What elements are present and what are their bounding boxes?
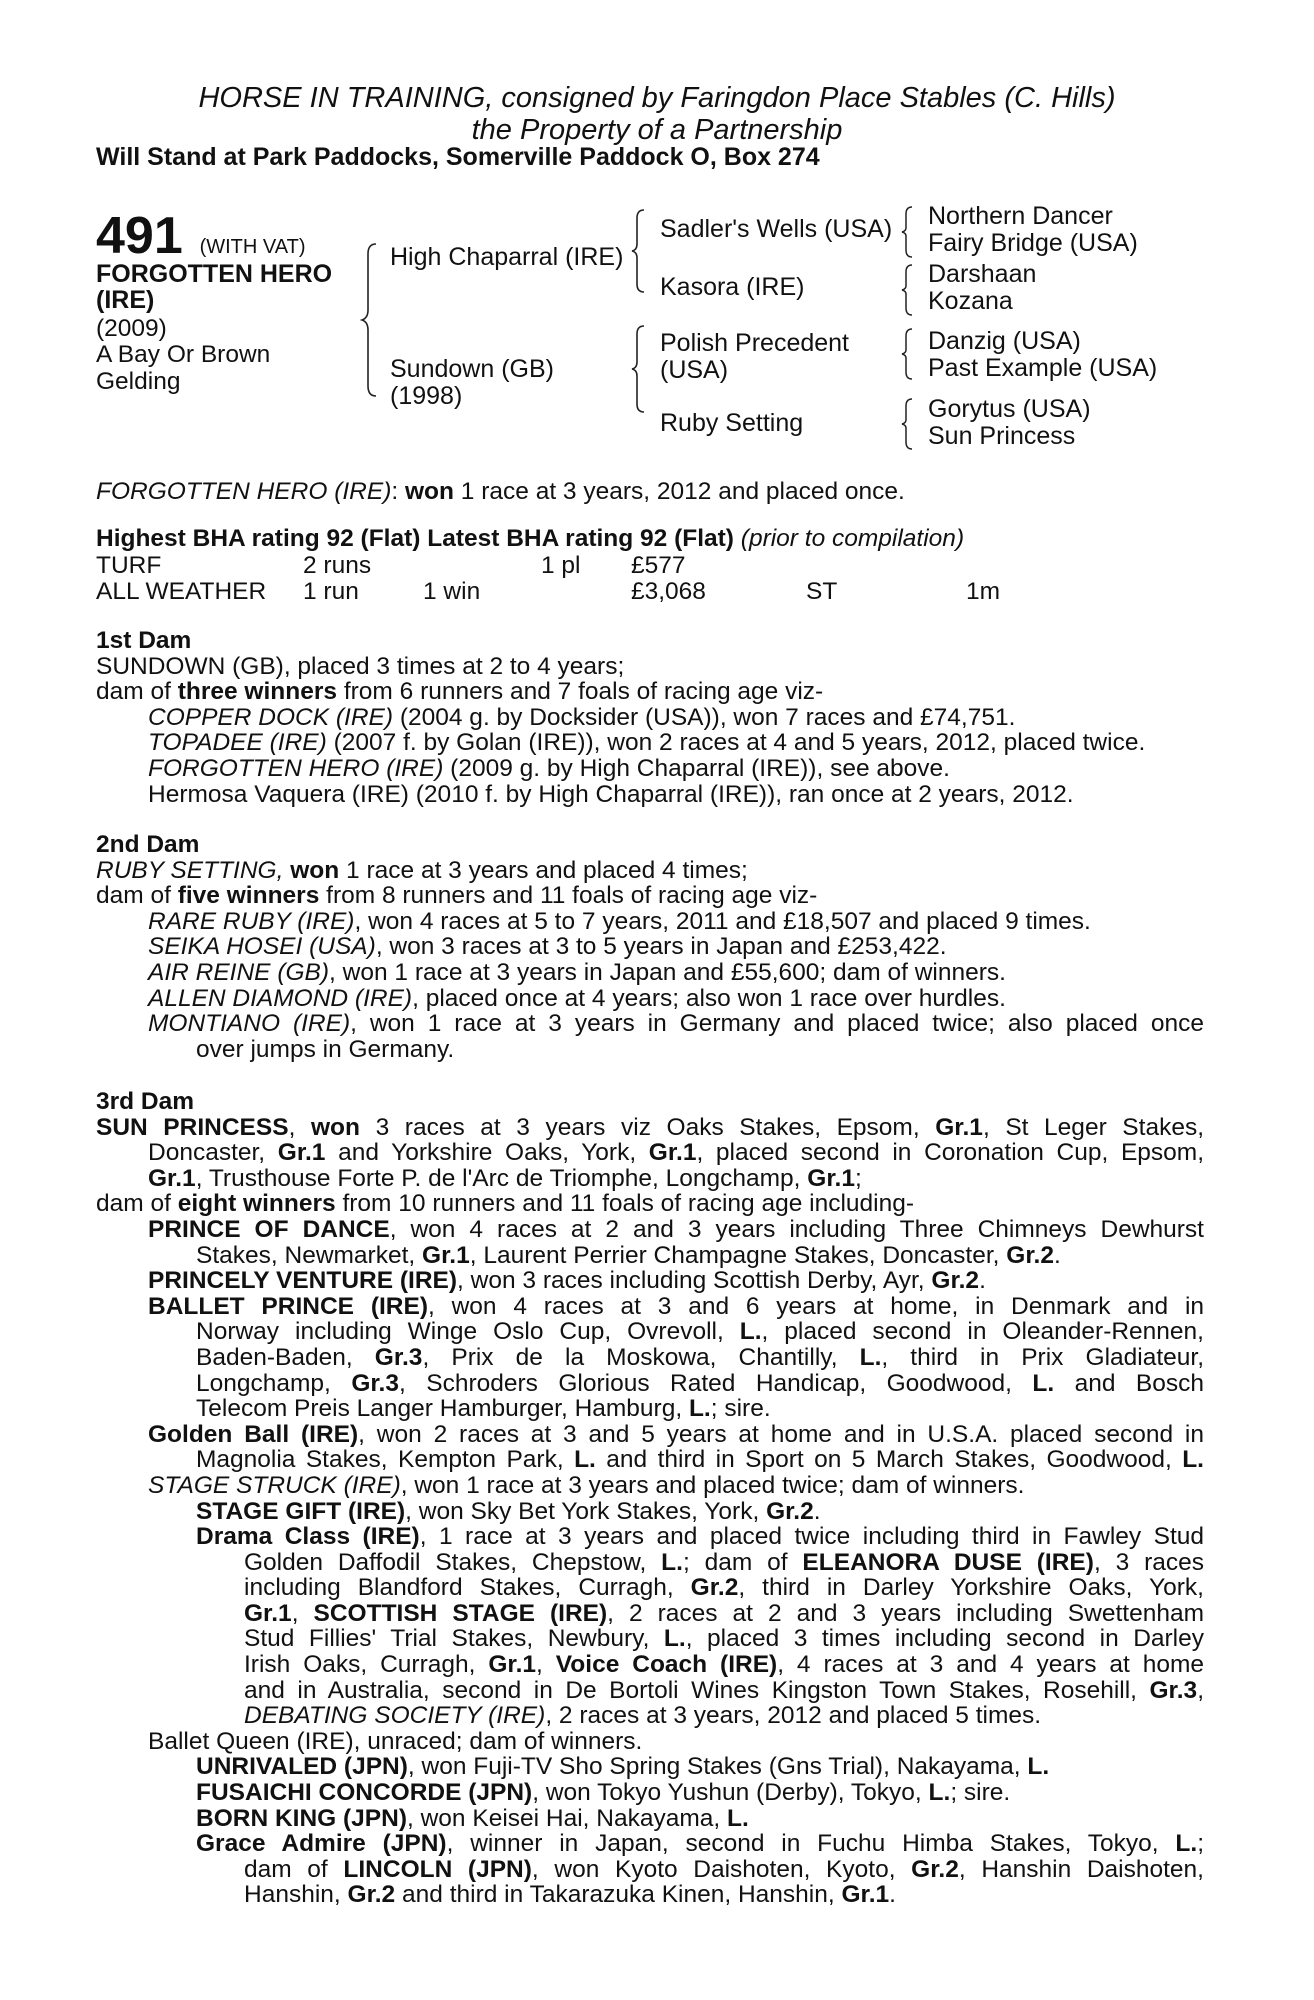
list-item: SEIKA HOSEI (USA), won 3 races at 3 to 5 years in Japan and £253,422. (148, 933, 947, 961)
pedigree-dds: Gorytus (USA) (928, 395, 1091, 423)
foaling-year: (2009) (96, 315, 167, 342)
list-item: Drama Class (IRE), 1 race at 3 years and placed twice including third in Fawley Stud (196, 1523, 1204, 1551)
list-item: Hermosa Vaquera (IRE) (2010 f. by High Chaparral (IRE)), ran once at 2 years, 2012. (148, 780, 1074, 808)
list-item: UNRIVALED (JPN), won Fuji-TV Sho Spring Stakes (Gns Trial), Nakayama, L. (196, 1753, 1050, 1781)
table-row: TURF 2 runs 1 pl £577 (96, 552, 686, 579)
header-property: the Property of a Partnership (471, 114, 843, 146)
section-heading: 3rd Dam (96, 1088, 195, 1115)
pedigree-ddd: Sun Princess (928, 422, 1076, 450)
list-item: STAGE STRUCK (IRE), won 1 race at 3 years and placed twice; dam of winners. (148, 1471, 1025, 1499)
lot-number-line (96, 207, 306, 265)
section-heading: 1st Dam (96, 627, 192, 654)
pedigree-brace-dam (630, 322, 648, 418)
race-summary: FORGOTTEN HERO (IRE): won 1 race at 3 years, 2012 and placed once. (96, 478, 905, 505)
pedigree-brace-ss (900, 204, 916, 260)
pedigree-sds: Darshaan (928, 260, 1037, 288)
pedigree-dam-sire: Polish Precedent (660, 329, 850, 357)
pedigree-ssd: Fairy Bridge (USA) (928, 229, 1138, 257)
pedigree-brace-main (360, 240, 380, 400)
list-item: TOPADEE (IRE) (2007 f. by Golan (IRE)), won 2 races at 4 and 5 years, 2012, placed twice. (148, 729, 1146, 757)
pedigree-dss: Danzig (USA) (928, 327, 1081, 355)
pedigree-dsd: Past Example (USA) (928, 354, 1158, 382)
header-location: Will Stand at Park Paddocks, Somerville Paddock O, Box 274 (96, 143, 820, 171)
list-item: ALLEN DIAMOND (IRE), placed once at 4 years; also won 1 race over hurdles. (148, 984, 1006, 1012)
pedigree-sire-dam: Kasora (IRE) (660, 273, 805, 301)
summary-text: 1 race at 3 years, 2012 and placed once. (460, 478, 905, 505)
list-item: BALLET PRINCE (IRE), won 4 races at 3 and 6 years at home, in Denmark and in (148, 1292, 1205, 1320)
list-item: BORN KING (JPN), won Keisei Hai, Nakayama, L. (196, 1804, 749, 1832)
horse-name: FORGOTTEN HERO (96, 260, 333, 288)
list-item: RARE RUBY (IRE), won 4 races at 5 to 7 years, 2011 and £18,507 and placed 9 times. (148, 907, 1091, 935)
summary-horse: FORGOTTEN HERO (IRE) (96, 478, 392, 505)
pedigree-sire-sire: Sadler's Wells (USA) (660, 215, 893, 243)
list-item: Grace Admire (JPN), winner in Japan, second in Fuchu Himba Stakes, Tokyo, L.; (196, 1830, 1205, 1858)
pedigree-sire: High Chaparral (IRE) (390, 243, 624, 271)
summary-won: won (404, 478, 454, 505)
list-item: PRINCELY VENTURE (IRE), won 3 races including Scottish Derby, Ayr, Gr.2. (148, 1267, 986, 1295)
list-item: MONTIANO (IRE), won 1 race at 3 years in Germany and placed twice; also placed once (148, 1010, 1204, 1038)
list-item: AIR REINE (GB), won 1 race at 3 years in Japan and £55,600; dam of winners. (148, 958, 1006, 986)
pedigree-dam-year: (1998) (390, 382, 463, 410)
pedigree-brace-dd (900, 396, 916, 452)
list-item: PRINCE OF DANCE, won 4 races at 2 and 3 years including Three Chimneys Dewhurst (148, 1215, 1204, 1243)
rating-note: (prior to compilation) (740, 525, 965, 552)
horse-colour: A Bay Or Brown (96, 341, 271, 368)
pedigree-sss: Northern Dancer (928, 202, 1113, 230)
horse-sex: Gelding (96, 368, 181, 395)
header-consignor: HORSE IN TRAINING, consigned by Faringdon Place Stables (C. Hills) (198, 82, 1116, 114)
pedigree-dam: Sundown (GB) (390, 355, 554, 383)
pedigree-dam-dam: Ruby Setting (660, 409, 804, 437)
first-dam-section: 1st Dam SUNDOWN (GB), placed 3 times at 2 to 4 years; dam of three winners from 6 runners and 7 foals of racing age viz- COPPER DOCK (IRE) (2004 g. by Docksider (USA)), won 7 races and £74,751. TOPADEE (IRE) (2007 f. by Golan (IRE)), won 2 races at 4 and 5 years, 2012, placed twice. FORGOTTEN HERO (IRE) (2009 g. by High Chaparral (IRE)), see above. Hermosa Vaquera (IRE) (2010 f. by High Chaparral (IRE)), ran once at 2 years, 2012. (96, 628, 1204, 807)
list-item: Ballet Queen (IRE), unraced; dam of winners. (148, 1727, 643, 1755)
third-dam-section: 3rd Dam SUN PRINCESS, won 3 races at 3 years viz Oaks Stakes, Epsom, Gr.1, St Leger Stakes, Doncaster, Gr.1 and Yorkshire Oaks, York, Gr.1, placed second in Coronation Cup, Epsom, Gr.1, Trusthouse Forte P. de l'Arc de Triomphe, Longchamp, Gr.1; dam of eight winners from 10 runners and 11 foals of racing age including- PRINCE OF DANCE, won 4 races at 2 and 3 years including Three Chimneys Dewhurst Stakes, Newmarket, Gr.1, Laurent Perrier Champagne Stakes, Doncaster, Gr.2. PRINCELY VENTURE (IRE), won 3 races including Scottish Derby, Ayr, Gr.2. BALLET PRINCE (IRE), won 4 races at 3 and 6 years at home, in Denmark and in Norway including Winge Oslo Cup, Ovrevoll, L., placed second in Oleander-Rennen, Baden-Baden, Gr.3, Prix de la Moskowa, Chantilly, L., third in Prix Gladiateur, Longchamp, Gr.3, Schroders Glorious Rated Handicap, Goodwood, L. and Bosch Telecom Preis Langer Hamburger, Hamburg, L.; sire. Golden Ball (IRE), won 2 races at 3 and 5 years at home and in U.S.A. placed second in Magnolia Stakes, Kempton Park, L. and third in Sport on 5 March Stakes, Goodwood, L. STAGE STRUCK (IRE), won 1 race at 3 years and placed twice; dam of winners. STAGE GIFT (IRE), won Sky Bet York Stakes, York, Gr.2. Drama Class (IRE), 1 race at 3 years and placed twice including third in Fawley Stud Golden Daffodil Stakes, Chepstow, L.; dam of ELEANORA DUSE (IRE), 3 races including Blandford Stakes, Curragh, Gr.2, third in Darley Yorkshire Oaks, York, Gr.1, SCOTTISH STAGE (IRE), 2 races at 2 and 3 years including Swettenham Stud Fillies' Trial Stakes, Newbury, L., placed 3 times including second in Darley Irish Oaks, Curragh, Gr.1, Voice Coach (IRE), 4 races at 3 and 4 years at home and in Australia, second in De Bortoli Wines Kingston Town Stakes, Rosehill, Gr.3, DEBATING SOCIETY (IRE), 2 races at 3 years, 2012 and placed 5 times. Ballet Queen (IRE), unraced; dam of winners. UNRIVALED (JPN), won Fuji-TV Sho Spring Stakes (Gns Trial), Nakayama, L. FUSAICHI CONCORDE (JPN), won Tokyo Yushun (Derby), Tokyo, L.; sire. BORN KING (JPN), won Keisei Hai, Nakayama, L. Grace Admire (JPN), winner in Japan, second in Fuchu Himba Stakes, Tokyo, L.; dam of LINCOLN (JPN), won Kyoto Daishoten, Kyoto, Gr.2, Hanshin Daishoten, Hanshin, Gr.2 and third in Takarazuka Kinen, Hanshin, Gr.1. (96, 1088, 1205, 1909)
pedigree-brace-ds (900, 326, 916, 382)
list-item: Golden Ball (IRE), won 2 races at 3 and 5 years at home and in U.S.A. placed second in (148, 1420, 1204, 1448)
horse-suffix: (IRE) (96, 286, 155, 314)
lot-number: 491 (96, 207, 183, 265)
vat-note: (WITH VAT) (199, 236, 306, 258)
list-item: FORGOTTEN HERO (IRE) (2009 g. by High Chaparral (IRE)), see above. (148, 754, 950, 782)
pedigree-dam-sire-suffix: (USA) (660, 356, 729, 384)
rating-heading: Highest BHA rating 92 (Flat) Latest BHA rating 92 (Flat) (prior to compilation) (96, 525, 965, 552)
pedigree-brace-sd (900, 262, 916, 318)
table-row: ALL WEATHER 1 run 1 win £3,068 ST 1m (96, 577, 1001, 605)
pedigree-sdd: Kozana (928, 287, 1013, 315)
racing-record-table (96, 553, 1000, 604)
list-item: COPPER DOCK (IRE) (2004 g. by Docksider (USA)), won 7 races and £74,751. (148, 703, 1016, 731)
list-item: STAGE GIFT (IRE), won Sky Bet York Stakes, York, Gr.2. (196, 1497, 821, 1525)
list-item: FUSAICHI CONCORDE (JPN), won Tokyo Yushun (Derby), Tokyo, L.; sire. (196, 1779, 1011, 1807)
pedigree-brace-sire (630, 206, 648, 296)
second-dam-section: 2nd Dam RUBY SETTING, won 1 race at 3 years and placed 4 times; dam of five winners from 8 runners and 11 foals of racing age viz- RARE RUBY (IRE), won 4 races at 5 to 7 years, 2011 and £18,507 and placed 9 times. SEIKA HOSEI (USA), won 3 races at 3 to 5 years in Japan and £253,422. AIR REINE (GB), won 1 race at 3 years in Japan and £55,600; dam of winners. ALLEN DIAMOND (IRE), placed once at 4 years; also won 1 race over hurdles. MONTIANO (IRE), won 1 race at 3 years in Germany and placed twice; also placed once over jumps in Germany. (96, 831, 1204, 1063)
section-heading: 2nd Dam (96, 831, 200, 858)
